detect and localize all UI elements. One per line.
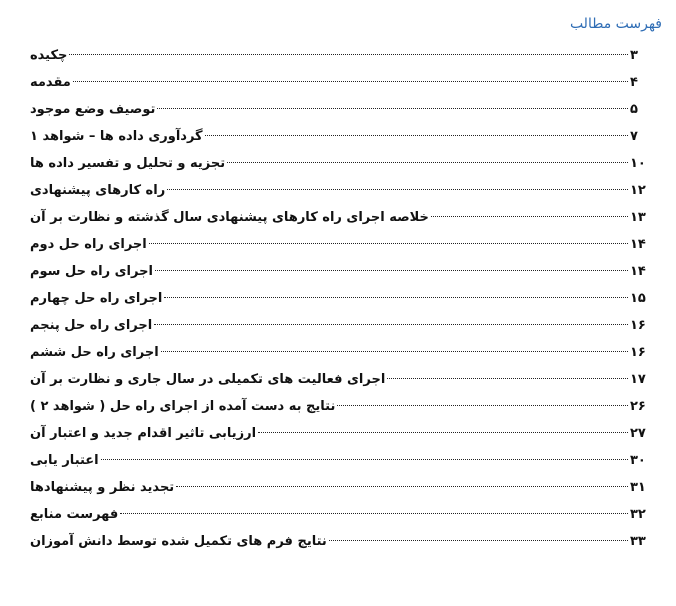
dot-leader bbox=[258, 432, 628, 433]
dot-leader bbox=[101, 459, 628, 460]
toc-page-number: ۱۶ bbox=[630, 345, 646, 360]
toc-entry-title: تجزیه و تحلیل و تفسیر داده ها bbox=[30, 156, 226, 171]
toc-entry-title: اجرای راه حل دوم bbox=[30, 237, 147, 252]
toc-list bbox=[28, 42, 652, 555]
toc-page-number: ۳۳ bbox=[630, 534, 646, 549]
toc-entry-title: راه کارهای پیشنهادی bbox=[30, 183, 166, 198]
toc-entry-8[interactable] bbox=[28, 231, 652, 258]
dot-leader bbox=[154, 324, 628, 325]
toc-entry-title: چکیده bbox=[30, 48, 68, 63]
toc-entry-title: اجرای راه حل چهارم bbox=[30, 291, 163, 306]
toc-page-number: ۱۰ bbox=[630, 156, 646, 171]
toc-entry-17[interactable] bbox=[28, 474, 652, 501]
toc-entry-1[interactable] bbox=[28, 42, 652, 69]
toc-entry-title: اجرای راه حل ششم bbox=[30, 345, 159, 360]
dot-leader bbox=[227, 162, 628, 163]
dot-leader bbox=[176, 486, 628, 487]
toc-entry-title: اجرای فعالیت های تکمیلی در سال جاری و نظارت بر آن bbox=[30, 372, 386, 387]
dot-leader bbox=[69, 54, 628, 55]
toc-entry-14[interactable] bbox=[28, 393, 652, 420]
toc-entry-title: تجدید نظر و پیشنهادها bbox=[30, 480, 175, 495]
toc-entry-15[interactable] bbox=[28, 420, 652, 447]
toc-page-number: ۳۱ bbox=[630, 480, 646, 495]
toc-page-number: ۱۶ bbox=[630, 318, 646, 333]
toc-page-number: ۲۶ bbox=[630, 399, 646, 414]
toc-entry-title: اعتبار یابی bbox=[30, 453, 99, 468]
toc-entry-title: نتایج به دست آمده از اجرای راه حل ( شواهد ۲ ) bbox=[30, 399, 336, 414]
dot-leader bbox=[155, 270, 628, 271]
toc-entry-10[interactable] bbox=[28, 285, 652, 312]
dot-leader bbox=[329, 540, 628, 541]
dot-leader bbox=[164, 297, 628, 298]
toc-entry-title: ارزیابی تاثیر اقدام جدید و اعتبار آن bbox=[30, 426, 257, 441]
toc-entry-13[interactable] bbox=[28, 366, 652, 393]
toc-entry-title: نتایج فرم های تکمیل شده توسط دانش آموزان bbox=[30, 534, 327, 549]
toc-entry-title: توصیف وضع موجود bbox=[30, 102, 156, 117]
toc-page-number: ۵ bbox=[630, 102, 638, 117]
toc-page-number: ۳۲ bbox=[630, 507, 646, 522]
toc-entry-5[interactable] bbox=[28, 150, 652, 177]
dot-leader bbox=[120, 513, 628, 514]
toc-page-number: ۴ bbox=[630, 75, 638, 90]
dot-leader bbox=[167, 189, 628, 190]
toc-page-number: ۳۰ bbox=[630, 453, 646, 468]
toc-page-number: ۱۷ bbox=[630, 372, 646, 387]
toc-page-number: ۱۲ bbox=[630, 183, 646, 198]
toc-entry-title: اجرای راه حل سوم bbox=[30, 264, 153, 279]
toc-page-number: ۳ bbox=[630, 48, 638, 63]
toc-entry-title: اجرای راه حل پنجم bbox=[30, 318, 153, 333]
toc-page-number: ۱۳ bbox=[630, 210, 646, 225]
dot-leader bbox=[337, 405, 628, 406]
toc-entry-title: خلاصه اجرای راه کارهای پیشنهادی سال گذشته و نظارت بر آن bbox=[30, 210, 429, 225]
toc-entry-title: گردآوری داده ها – شواهد ۱ bbox=[30, 129, 203, 144]
toc-page-number: ۱۴ bbox=[630, 237, 646, 252]
toc-entry-16[interactable] bbox=[28, 447, 652, 474]
toc-entry-4[interactable] bbox=[28, 123, 652, 150]
toc-entry-11[interactable] bbox=[28, 312, 652, 339]
toc-entry-19[interactable] bbox=[28, 528, 652, 555]
dot-leader bbox=[73, 81, 628, 82]
toc-entry-title: مقدمه bbox=[30, 75, 71, 90]
toc-entry-18[interactable] bbox=[28, 501, 652, 528]
toc-page-number: ۱۴ bbox=[630, 264, 646, 279]
toc-page-number: ۱۵ bbox=[630, 291, 646, 306]
dot-leader bbox=[431, 216, 628, 217]
toc-heading: فهرست مطالب bbox=[569, 16, 662, 32]
toc-entry-6[interactable] bbox=[28, 177, 652, 204]
toc-entry-title: فهرست منابع bbox=[30, 507, 119, 522]
dot-leader bbox=[161, 351, 628, 352]
toc-entry-3[interactable] bbox=[28, 96, 652, 123]
toc-entry-9[interactable] bbox=[28, 258, 652, 285]
dot-leader bbox=[387, 378, 628, 379]
toc-entry-12[interactable] bbox=[28, 339, 652, 366]
dot-leader bbox=[205, 135, 628, 136]
toc-page-number: ۲۷ bbox=[630, 426, 646, 441]
toc-page-number: ۷ bbox=[630, 129, 638, 144]
toc-entry-2[interactable] bbox=[28, 69, 652, 96]
toc-entry-7[interactable] bbox=[28, 204, 652, 231]
dot-leader bbox=[157, 108, 628, 109]
dot-leader bbox=[149, 243, 628, 244]
